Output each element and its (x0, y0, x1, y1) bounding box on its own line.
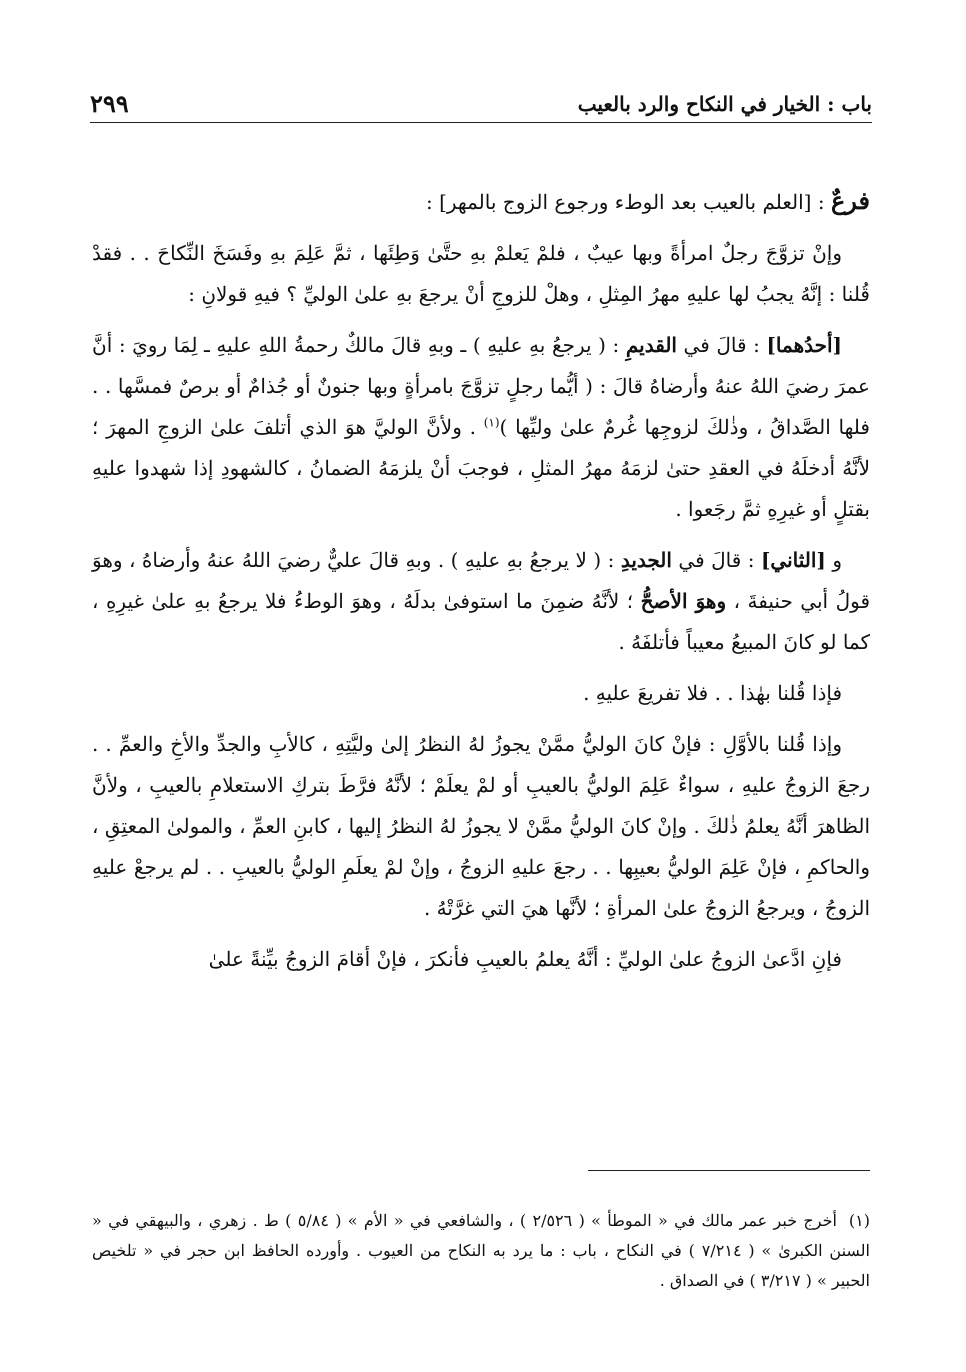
footnotes (92, 1206, 870, 1296)
paragraph-4: فإذا قُلنا بهٰذا . . فلا تفريعَ عليهِ . (583, 681, 842, 705)
first-opinion-label: [أحدُهما] (766, 333, 842, 357)
paragraph-3: و [الثاني] : قالَ في الجديدِ : ( لا يرجعُ بهِ عليهِ ) . وبهِ قالَ عليٌّ رضيَ اللهُ عنهُ وأرضاهُ ، وهوَ قولُ أبي حنيفةَ ، وهوَ الأصحُّ ؛ لأنَّهُ ضمِنَ ما استوفىٰ بدلَهُ ، وهوَ الوطءُ فلا يرجعُ بهِ علىٰ غيرِهِ ، كما لو كانَ المبيعُ معيباً فأتلفَهُ . (92, 548, 871, 654)
paragraph-5: وإذا قُلنا بالأوَّلِ : فإنْ كانَ الوليُّ ممَّنْ يجوزُ لهُ النظرُ إلىٰ وليَّتِهِ ، كالأبِ والجدِّ والأخِ والعمِّ . . رجعَ الزوجُ عليهِ ، سواءٌ عَلِمَ الوليُّ بالعيبِ أو لمْ يعلَمْ ؛ لأنَّهُ فرَّطَ بتركِ الاستعلامِ بالعيبِ ، ولأنَّ الظاهرَ أنَّهُ يعلمُ ذٰلكَ . وإنْ كانَ الوليُّ ممَّنْ لا يجوزُ لهُ النظرُ إليها ، كابنِ العمِّ ، والمولىٰ المعتِقِ ، والحاكمِ ، فإنْ عَلِمَ الوليُّ بعيبِها . . رجعَ عليهِ الزوجُ ، وإنْ لمْ يعلَمِ الوليُّ بالعيبِ . . لم يرجعْ عليهِ الزوجُ ، ويرجعُ الزوجُ علىٰ المرأةِ ؛ لأنَّها هيَ التي غرَّتْهُ . (92, 732, 870, 920)
footnote-ref-1: (١) (483, 415, 500, 430)
second-opinion-label: [الثاني] (760, 548, 826, 572)
branch-title: : [العلم بالعيب بعد الوطء ورجوع الزوج بالمهر] : (425, 190, 831, 214)
paragraph-1: وإنْ تزوَّجَ رجلٌ امرأةً وبها عيبٌ ، فلمْ يَعلمْ بهِ حتَّىٰ وَطِئَها ، ثمَّ عَلِمَ بهِ وفَسَخَ النِّكاحَ . . فقدْ قُلنا : إنَّهُ يجبُ لها عليهِ مهرُ المِثلِ ، وهلْ للزوجِ أنْ يرجعَ بهِ علىٰ الوليِّ ؟ فيهِ قولانِ : (92, 241, 870, 306)
page-header (90, 86, 872, 123)
most-correct-term: وهوَ الأصحُّ (640, 589, 727, 613)
paragraph-6: فإنِ ادَّعىٰ الزوجُ علىٰ الوليِّ : أنَّهُ يعلمُ بالعيبِ فأنكرَ ، فإنْ أقامَ الزوجُ بيِّنةً علىٰ (208, 947, 842, 971)
paragraph-2: [أحدُهما] : قالَ في القديمِ : ( يرجعُ بهِ عليهِ ) ـ وبهِ قالَ مالكٌ رحمةُ اللهِ عليهِ ـ لِمَا رويَ : أنَّ عمرَ رضيَ اللهُ عنهُ وأرضاهُ قالَ : ( أيُّما رجلٍ تزوَّجَ بامرأةٍ وبها جنونٌ أو جُذامٌ أو برصٌ فمسَّها . . فلها الصَّداقُ ، وذٰلكَ لزوجِها غُرمٌ علىٰ وليِّها )$^{(١)}$ . ولأنَّ الوليَّ هوَ الذي أتلفَ علىٰ الزوجِ المهرَ ؛ لأنَّهُ أدخلَهُ في العقدِ حتىٰ لزمَهُ مهرُ المثلِ ، فوجبَ أنْ يلزمَهُ الضمانُ ، كالشهودِ إذا شهدوا عليهِ بقتلٍ أو غيرِهِ ثمَّ رجَعوا . (92, 333, 870, 521)
footnote-text: أخرج خبر عمر مالك في « الموطأ » ( ٢/٥٢٦ ) ، والشافعي في « الأم » ( ٥/٨٤ ) ط . زهري ، والبيهقي في « السنن الكبرىٰ » ( ٧/٢١٤ ) في النكاح ، باب : ما يرد به النكاح من العيوب . وأورده الحافظ ابن حجر في « تلخيص الحبير » ( ٣/٢١٧ ) في الصداق . (92, 1211, 870, 1290)
new-opinion-term: الجديدِ (620, 548, 672, 572)
main-text (92, 180, 870, 990)
chapter-title: باب : الخيار في النكاح والرد بالعيب (577, 92, 872, 116)
old-opinion-term: القديمِ (625, 333, 677, 357)
footnote-number: (١) (848, 1211, 871, 1230)
branch-heading (92, 180, 870, 223)
branch-label: فرعٌ (830, 186, 870, 215)
page-number: ٢٩٩ (90, 89, 129, 118)
footnote-divider (588, 1170, 870, 1171)
